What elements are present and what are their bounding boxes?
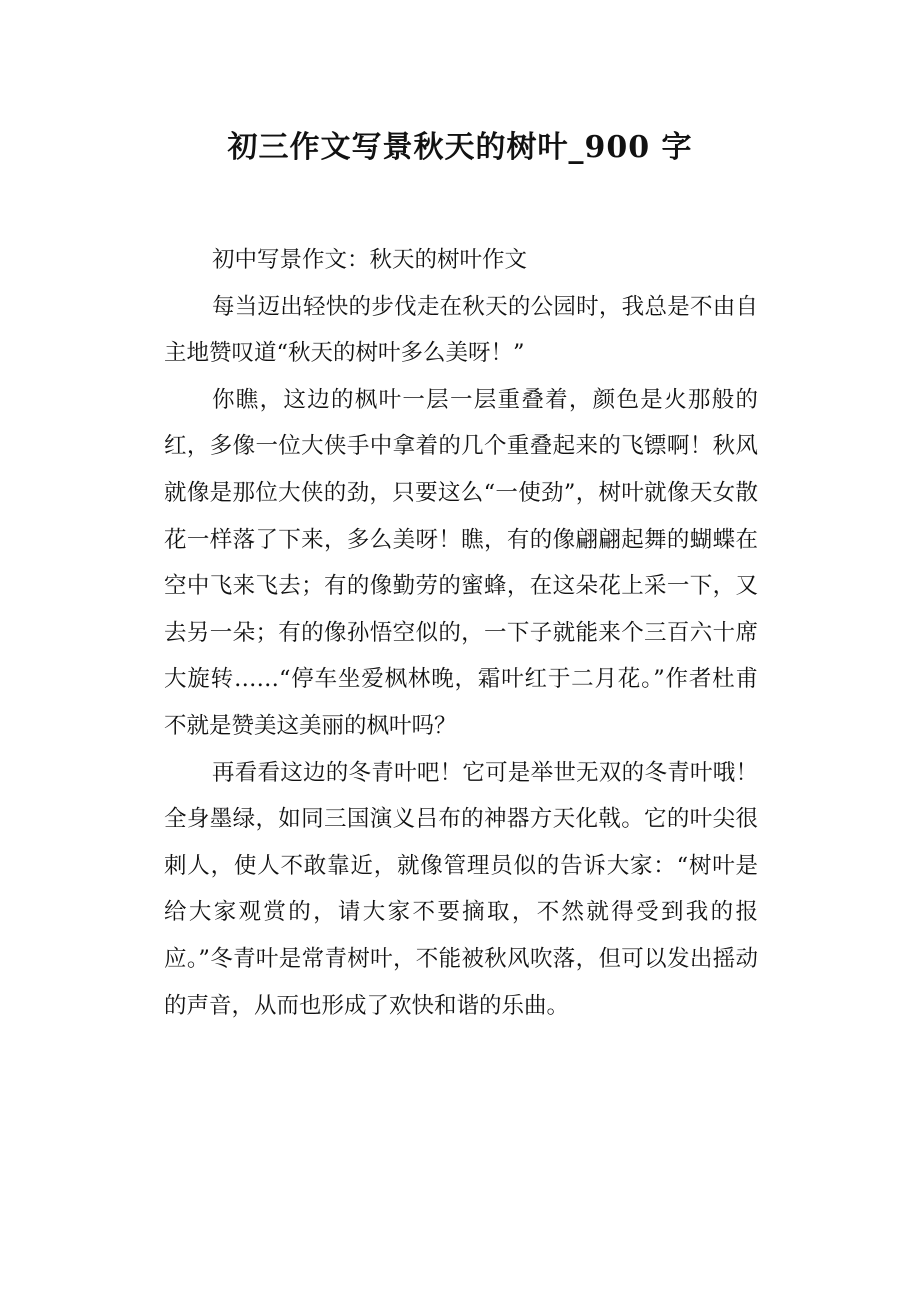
paragraph: 再看看这边的冬青叶吧！它可是举世无双的冬青叶哦！全身墨绿，如同三国演义吕布的神器方天化戟。它的叶尖很刺人，使人不敢靠近，就像管理员似的告诉大家：“树叶是给大家观赏的，请大家不要摘取，不然就得受到我的报应。”冬青叶是常青树叶，不能被秋风吹落，但可以发出摇动的声音，从而也形成了欢快和谐的乐曲。: [164, 759, 758, 1019]
article-body: [164, 237, 758, 1029]
paragraph-subtitle: 初中写景作文：秋天的树叶作文: [212, 247, 528, 273]
paragraph: 每当迈出轻快的步伐走在秋天的公园时，我总是不由自主地赞叹道“秋天的树叶多么美呀！”: [164, 293, 758, 367]
document-title: 初三作文写景秋天的树叶_900 字: [227, 130, 693, 165]
paragraph: 你瞧，这边的枫叶一层一层重叠着，颜色是火那般的红，多像一位大侠手中拿着的几个重叠起来的飞镖啊！秋风就像是那位大侠的劲，只要这么“一使劲”，树叶就像天女散花一样落了下来，多么美呀！瞧，有的像翩翩起舞的蝴蝶在空中飞来飞去；有的像勤劳的蜜蜂，在这朵花上采一下，又去另一朵；有的像孙悟空似的，一下子就能来个三百六十席大旋转……“停车坐爱枫林晚，霜叶红于二月花。”作者杜甫不就是赞美这美丽的枫叶吗？: [164, 386, 758, 739]
